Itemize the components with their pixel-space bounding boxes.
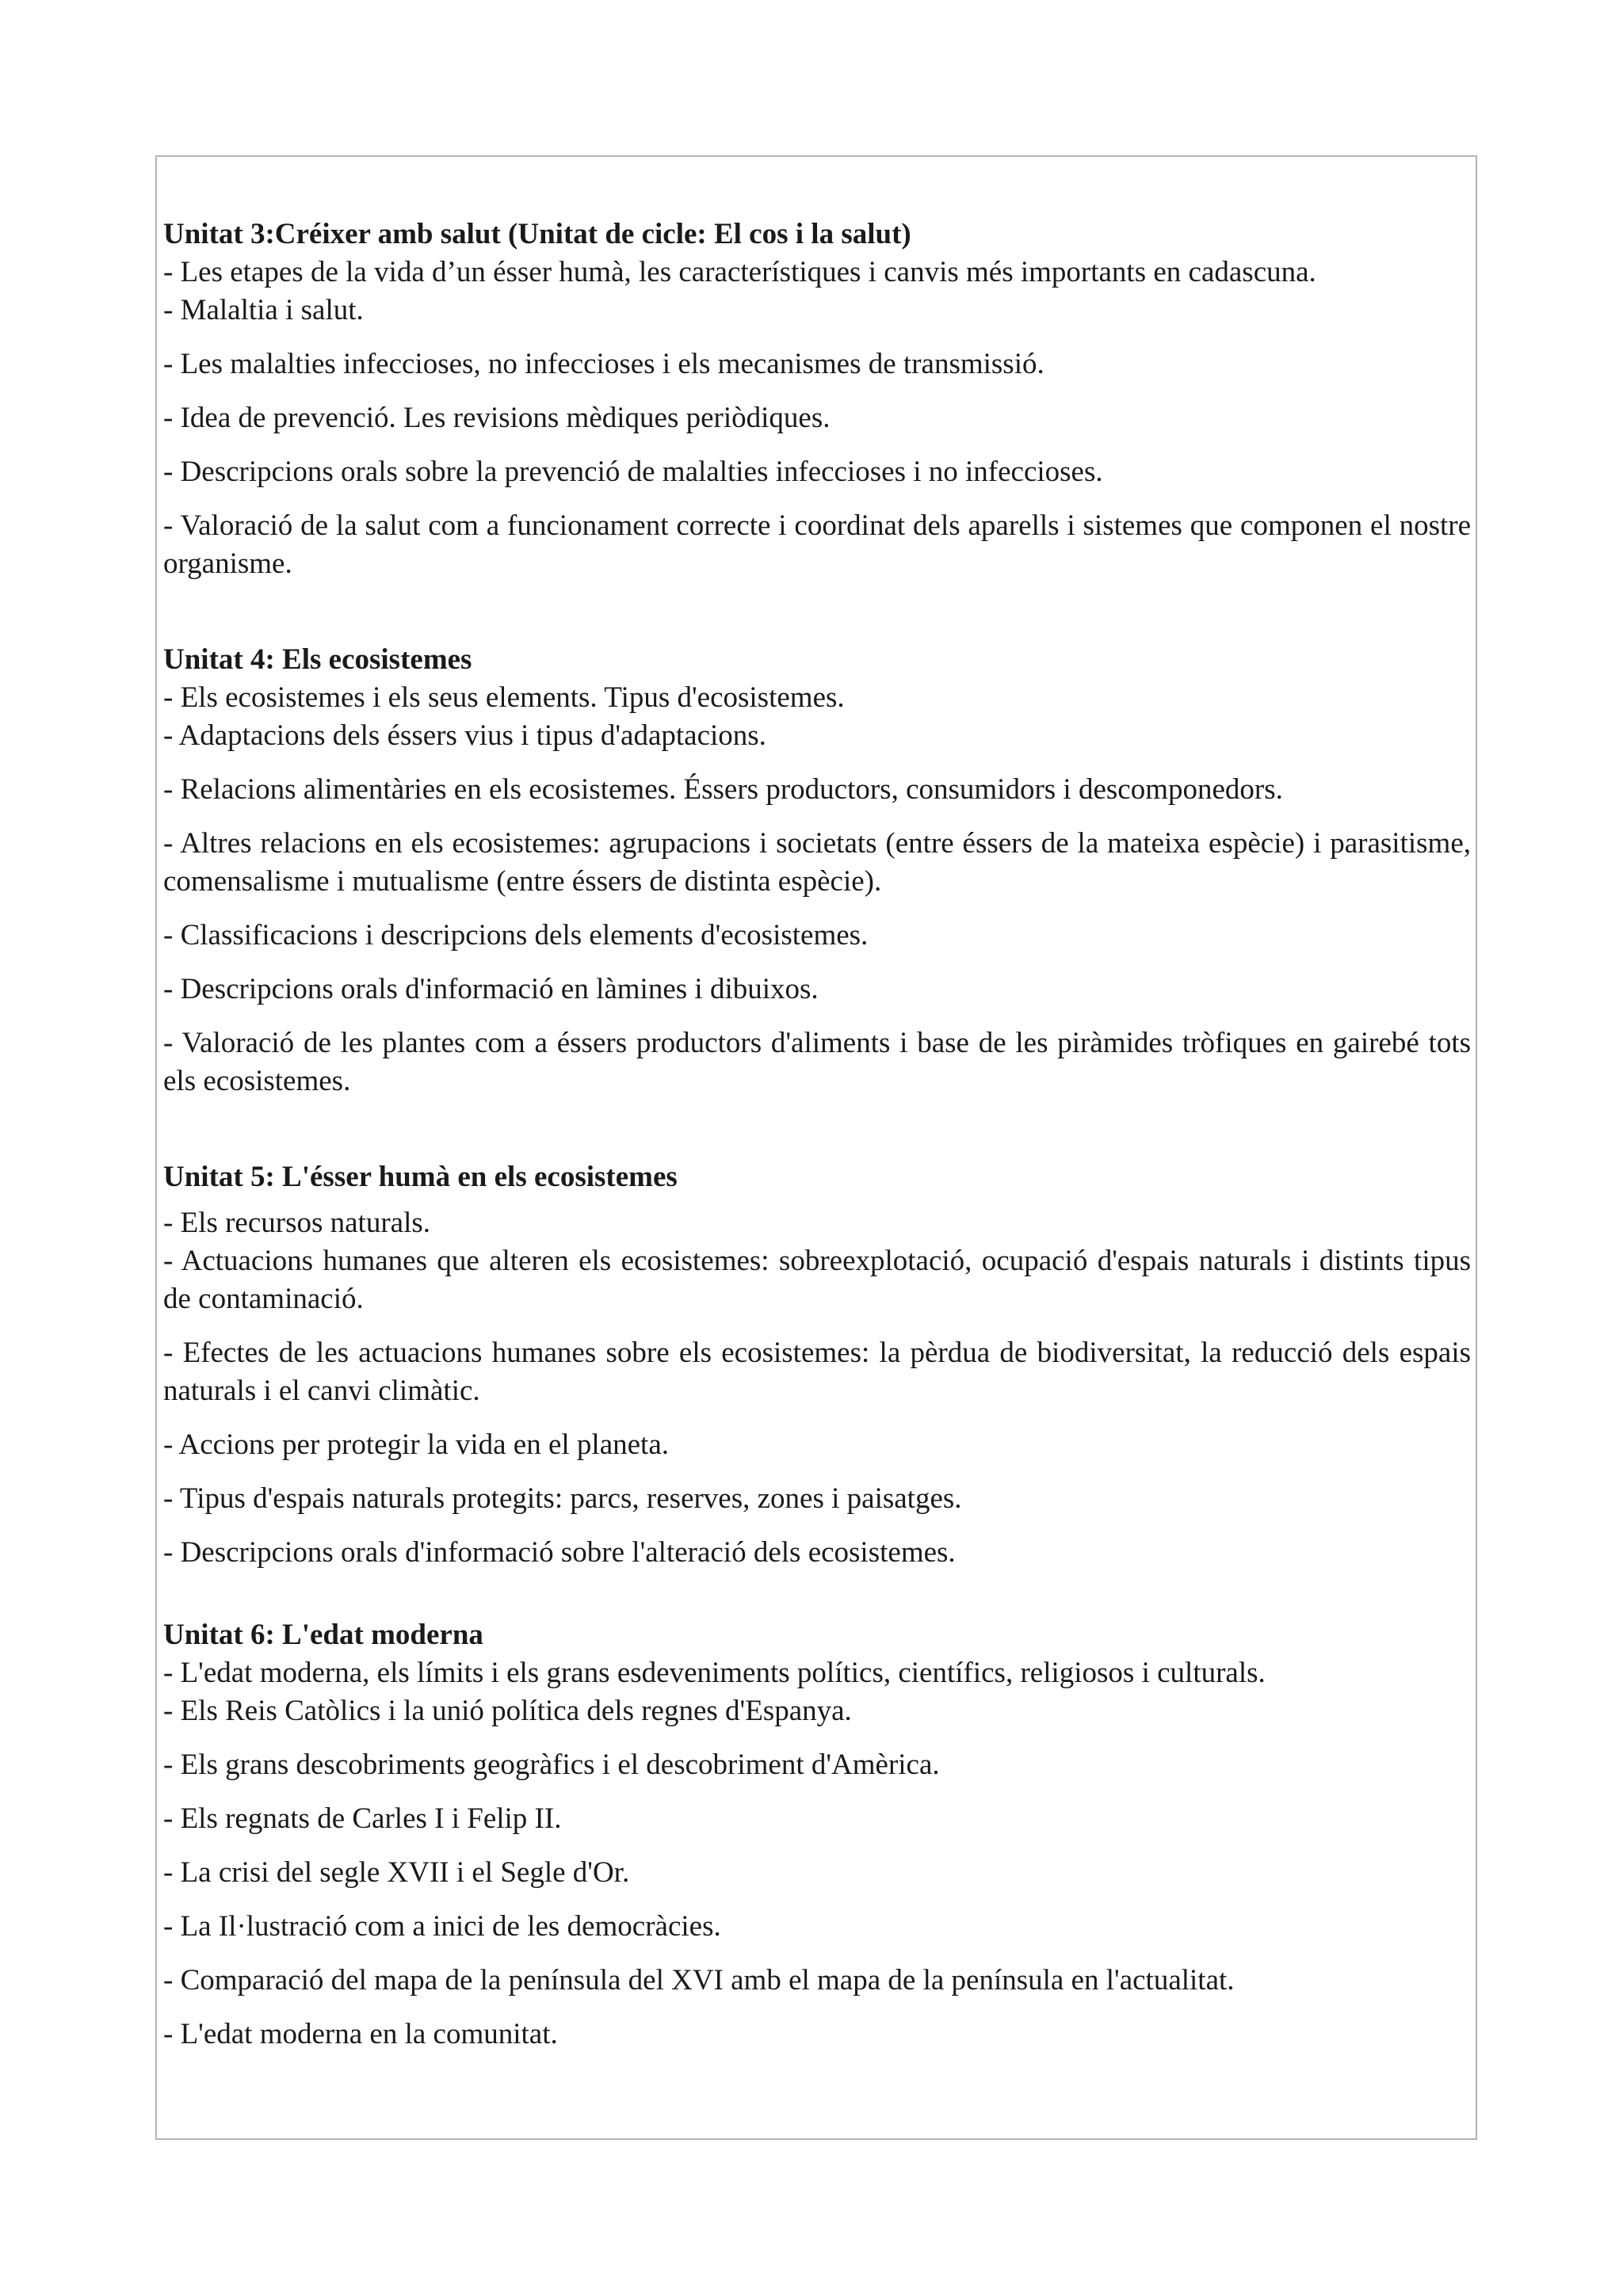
list-item: - Les etapes de la vida d’un ésser humà, les característiques i canvis més importants en cadascuna. xyxy=(163,256,1316,288)
list-item: - Malaltia i salut. xyxy=(163,294,364,326)
list-item: - L'edat moderna en la comunitat. xyxy=(163,2018,558,2050)
list-item: - Els Reis Catòlics i la unió política dels regnes d'Espanya. xyxy=(163,1695,852,1727)
list-item: - Els recursos naturals. xyxy=(163,1207,431,1239)
unit-5-section xyxy=(163,1158,1471,1572)
document-content xyxy=(163,215,1471,2054)
list-item: - Les malalties infeccioses, no infeccioses i els mecanismes de transmissió. xyxy=(163,348,1044,380)
list-item: - L'edat moderna, els límits i els grans esdeveniments polítics, científics, religiosos i culturals. xyxy=(163,1657,1266,1689)
unit-3-section xyxy=(163,215,1471,583)
list-item: - Classificacions i descripcions dels elements d'ecosistemes. xyxy=(163,919,869,952)
unit-6-section xyxy=(163,1616,1471,2054)
unit-title: Unitat 5: L'ésser humà en els ecosistemes xyxy=(163,1161,678,1193)
list-item: - Els regnats de Carles I i Felip II. xyxy=(163,1802,562,1835)
list-item: - Descripcions orals d'informació sobre l'alteració dels ecosistemes. xyxy=(163,1536,956,1569)
list-item: - La Il·lustració com a inici de les democràcies. xyxy=(163,1910,721,1943)
list-item: - Tipus d'espais naturals protegits: parcs, reserves, zones i paisatges. xyxy=(163,1482,962,1515)
unit-title: Unitat 4: Els ecosistemes xyxy=(163,643,472,676)
list-item: - Valoració de la salut com a funcionament correcte i coordinat dels aparells i sistemes que componen el nostre organisme. xyxy=(163,509,1471,580)
list-item: - Descripcions orals d'informació en làmines i dibuixos. xyxy=(163,973,819,1005)
list-item: - Efectes de les actuacions humanes sobre els ecosistemes: la pèrdua de biodiversitat, la reducció dels espais naturals i el canvi climàtic. xyxy=(163,1337,1471,1407)
list-item: - Valoració de les plantes com a éssers productors d'aliments i base de les piràmides tròfiques en gairebé tots els ecosistemes. xyxy=(163,1027,1471,1097)
unit-title: Unitat 6: L'edat moderna xyxy=(163,1619,483,1651)
list-item: - Idea de prevenció. Les revisions mèdiques periòdiques. xyxy=(163,402,831,434)
unit-title: Unitat 3:Créixer amb salut (Unitat de cicle: El cos i la salut) xyxy=(163,218,911,250)
list-item: - Relacions alimentàries en els ecosistemes. Éssers productors, consumidors i descomponedors. xyxy=(163,773,1283,806)
list-item: - Accions per protegir la vida en el planeta. xyxy=(163,1428,669,1461)
list-item: - Els ecosistemes i els seus elements. Tipus d'ecosistemes. xyxy=(163,681,845,714)
list-item: - Adaptacions dels éssers vius i tipus d'adaptacions. xyxy=(163,719,766,752)
list-item: - Actuacions humanes que alteren els ecosistemes: sobreexplotació, ocupació d'espais naturals i distints tipus de contaminació. xyxy=(163,1245,1471,1315)
list-item: - Els grans descobriments geogràfics i el descobriment d'Amèrica. xyxy=(163,1749,940,1781)
list-item: - Altres relacions en els ecosistemes: agrupacions i societats (entre éssers de la mateixa espècie) i parasitisme, comensalisme i mutualisme (entre éssers de distinta espècie). xyxy=(163,827,1471,898)
list-item: - Descripcions orals sobre la prevenció de malalties infeccioses i no infeccioses. xyxy=(163,456,1103,488)
list-item: - La crisi del segle XVII i el Segle d'Or. xyxy=(163,1856,630,1889)
unit-4-section xyxy=(163,641,1471,1100)
list-item: - Comparació del mapa de la península del XVI amb el mapa de la península en l'actualitat. xyxy=(163,1964,1235,1997)
